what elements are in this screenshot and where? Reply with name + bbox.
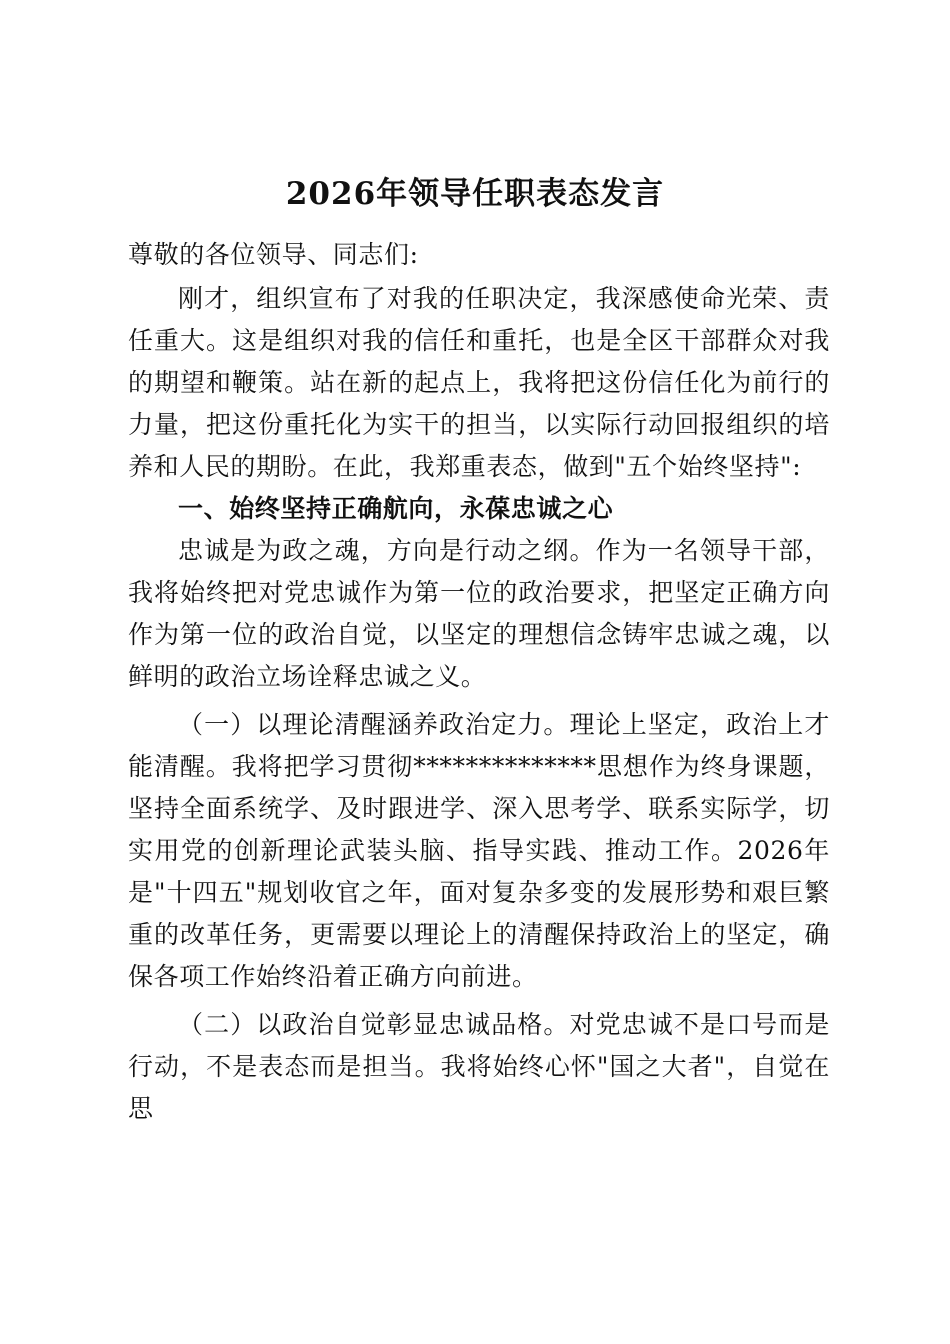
- section-1-paragraph: 忠诚是为政之魂，方向是行动之纲。作为一名领导干部，我将始终把对党忠诚作为第一位的政治要求，把坚定正确方向作为第一位的政治自觉，以坚定的理想信念铸牢忠诚之魂，以鲜明的政治立场诠释忠诚之义。: [128, 536, 830, 691]
- document-title: 2026年领导任职表态发言: [285, 176, 665, 212]
- section-heading-1: 一、始终坚持正确航向，永葆忠诚之心: [178, 494, 614, 523]
- subsection-2-paragraph: （二）以政治自觉彰显忠诚品格。对党忠诚不是口号而是行动，不是表态而是担当。我将始终心怀"国之大者"，自觉在思: [128, 1010, 830, 1123]
- subsection-1-paragraph: （一）以理论清醒涵养政治定力。理论上坚定，政治上才能清醒。我将把学习贯彻**************思想作为终身课题，坚持全面系统学、及时跟进学、深入思考学、联系实际学，切实用党的创新理论武装头脑、指导实践、推动工作。2026年是"十四五"规划收官之年，面对复杂多变的发展形势和艰巨繁重的改革任务，更需要以理论上的清醒保持政治上的坚定，确保各项工作始终沿着正确方向前进。: [128, 710, 830, 991]
- salutation: 尊敬的各位领导、同志们:: [128, 240, 419, 269]
- document-body: [128, 234, 830, 1130]
- intro-paragraph: 刚才，组织宣布了对我的任职决定，我深感使命光荣、责任重大。这是组织对我的信任和重托，也是全区干部群众对我的期望和鞭策。站在新的起点上，我将把这份信任化为前行的力量，把这份重托化为实干的担当，以实际行动回报组织的培养和人民的期盼。在此，我郑重表态，做到"五个始终坚持":: [128, 284, 830, 481]
